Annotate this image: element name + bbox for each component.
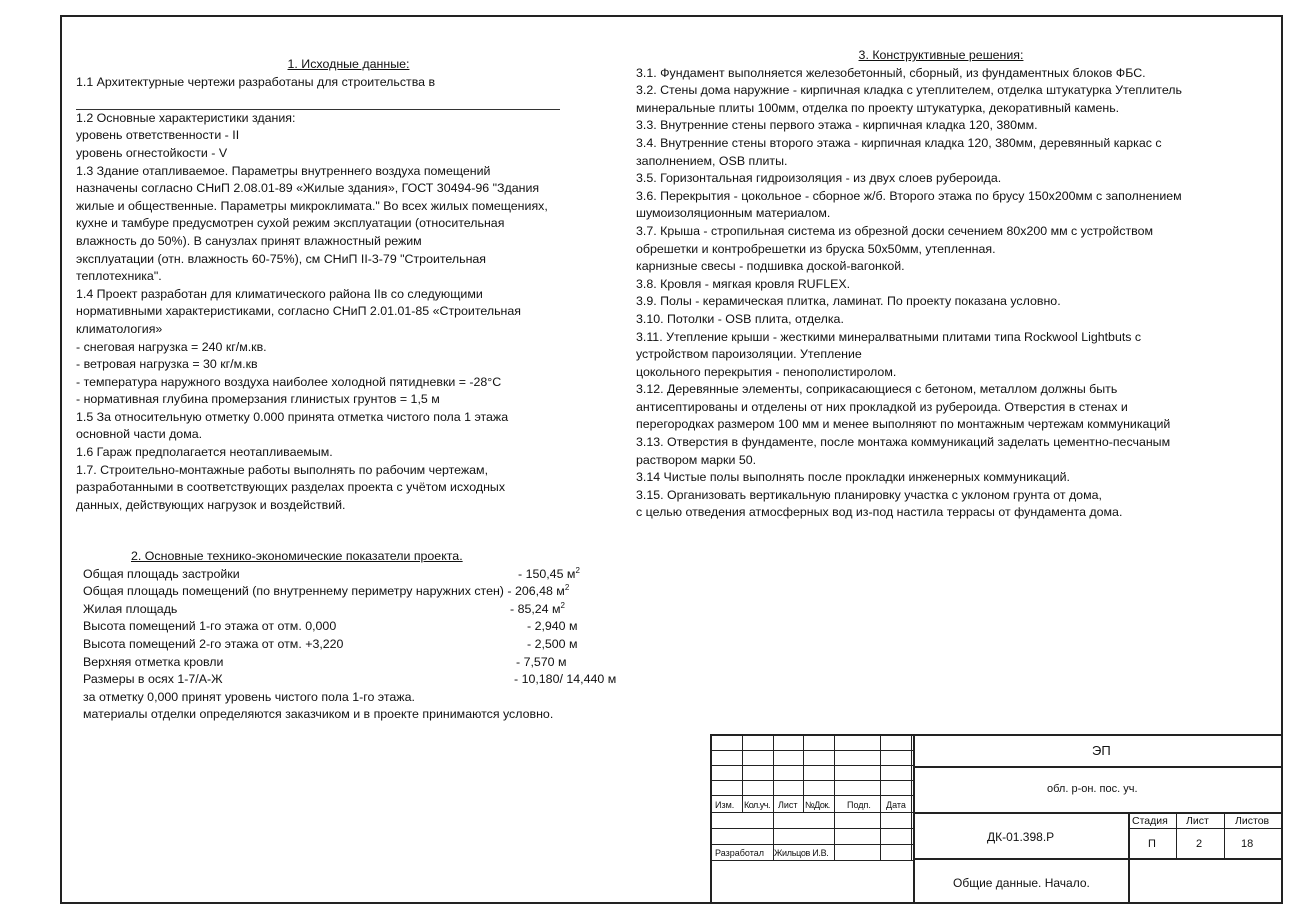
section-3-line: 3.11. Утепление крыши - жесткими минералватными плитами типа Rockwool Lightbuts с [636, 329, 1142, 344]
indicator-label: Общая площадь застройки [83, 566, 240, 581]
section-3-line: перегородках размером 100 мм и менее выполняют по монтажным чертежам коммуникаций [636, 417, 1171, 432]
col-header-date: Дата [886, 800, 906, 810]
section-1-header: 1. Исходные данные: [287, 57, 410, 71]
indicator-row [83, 636, 643, 654]
section-1-line: теплотехника". [76, 269, 162, 284]
indicator-value: - 2,940 м [527, 619, 578, 634]
section-3-line: 3.1. Фундамент выполняется железобетонный, сборный, из фундаментных блоков ФБС. [636, 65, 1146, 80]
section-structural-solutions [636, 47, 1246, 522]
indicator-value: - 150,45 $м^2$ [518, 565, 580, 581]
section-1-line: 1.2 Основные характеристики здания: [76, 110, 296, 125]
indicator-note: за отметку 0,000 принят уровень чистого пола 1-го этажа. [83, 689, 415, 704]
section-1-line: основной части дома. [76, 427, 203, 442]
developed-by-label: Разработал [715, 848, 764, 858]
project-code: ЭП [1092, 743, 1111, 758]
section-3-line: устройством пароизоляции. Утепление [636, 347, 862, 362]
section-1-line: нормативными характеристиками, согласно СНиП 2.01.01-85 «Строительная [76, 304, 521, 319]
section-3-line: антисептированы и отделены от них прокладкой из рубероида. Отверстия в стенах и [636, 399, 1128, 414]
indicator-row [83, 583, 643, 601]
section-1-line: климатология» [76, 321, 163, 336]
section-1-line: 1.4 Проект разработан для климатического района IIв со следующими [76, 286, 483, 301]
section-1-line: кухне и тамбуре предусмотрен сухой режим эксплуатации (относительная [76, 216, 505, 231]
section-3-line: 3.4. Внутренние стены второго этажа - кирпичная кладка 120, 380мм, деревянный каркас с [636, 135, 1162, 150]
title-block [710, 734, 1283, 904]
section-3-line: с целью отведения атмосферных вод из-под настила террасы от фундамента дома. [636, 505, 1123, 520]
stage-value: П [1148, 838, 1156, 850]
section-3-line: 3.10. Потолки - OSB плита, отделка. [636, 311, 844, 326]
section-3-header: 3. Конструктивные решения: [858, 48, 1024, 62]
section-3-line: обрешетки и контробрешетки из бруска 50х50мм, утепленная. [636, 241, 996, 256]
indicator-value: - 7,570 м [516, 654, 567, 669]
section-1-line: данных, действующих нагрузок и воздействий. [76, 497, 346, 512]
section-1-line: разработанными в соответствующих разделах проекта с учётом исходных [76, 480, 506, 495]
section-3-line: шумоизоляционным материалом. [636, 206, 831, 221]
section-3-line: 3.7. Крыша - стропильная система из обрезной доски сечением 80х200 мм с устройством [636, 223, 1154, 238]
section-3-line: 3.6. Перекрытия - цокольное - сборное ж/б. Второго этажа по брусу 150х200мм с заполнением [636, 188, 1182, 203]
indicator-row [83, 601, 643, 619]
section-1-line: уровень ответственности - II [76, 128, 240, 143]
section-1-line: жилые и общественные. Параметры микроклимата." Во всех жилых помещениях, [76, 198, 548, 213]
section-3-line: 3.9. Полы - керамическая плитка, ламинат. По проекту показана условно. [636, 294, 1061, 309]
col-header-signature: Подп. [847, 800, 871, 810]
section-1-line: 1.1 Архитектурные чертежи разработаны для строительства в [76, 74, 436, 89]
col-header-change: Изм. [715, 800, 735, 810]
section-3-line: раствором марки 50. [636, 452, 757, 467]
indicator-label: Общая площадь помещений (по внутреннему периметру наружних стен) - 206,48 $м^2$ [83, 583, 570, 599]
indicator-row [83, 566, 643, 584]
developer-name: Жильцов И.В. [774, 848, 829, 858]
col-header-sheet: Лист [778, 800, 798, 810]
indicator-label: Высота помещений 1-го этажа от отм. 0,000 [83, 619, 337, 634]
section-3-line: карнизные свесы - подшивка доской-вагонкой. [636, 259, 905, 274]
section-3-line: 3.8. Кровля - мягкая кровля RUFLEX. [636, 276, 851, 291]
section-3-line: 3.5. Горизонтальная гидроизоляция - из двух слоев рубероида. [636, 171, 1002, 186]
stage-label: Стадия [1132, 815, 1168, 827]
blank-fill-line [76, 91, 560, 110]
sheet-title: Общие данные. Начало. [953, 876, 1090, 890]
section-1-line: - снеговая нагрузка = 240 кг/м.кв. [76, 339, 267, 354]
document-number: ДК-01.398.Р [987, 830, 1055, 844]
indicator-value: - 10,180/ 14,440 м [514, 672, 617, 687]
section-3-line: 3.3. Внутренние стены первого этажа - кирпичная кладка 120, 380мм. [636, 118, 1038, 133]
indicator-row [83, 618, 643, 636]
section-3-line: 3.12. Деревянные элементы, соприкасающиеся с бетоном, металлом должны быть [636, 382, 1118, 397]
section-3-line: минеральные плиты 100мм, отделка по проекту штукатурка, декоративный камень. [636, 100, 1120, 115]
section-initial-data [76, 56, 621, 514]
indicator-value: - 85,24 $м^2$ [510, 600, 565, 616]
section-1-line: - нормативная глубина промерзания глинистых грунтов = 1,5 м [76, 392, 440, 407]
section-3-line: 3.2. Стены дома наружние - кирпичная кладка с утеплителем, отделка штукатурка Утеплитель [636, 83, 1182, 98]
indicator-label: Высота помещений 2-го этажа от отм. +3,220 [83, 636, 344, 651]
section-2-header: 2. Основные технико-экономические показатели проекта. [131, 549, 463, 563]
indicator-value: - 2,500 м [527, 636, 578, 651]
sheet-value: 2 [1196, 838, 1203, 850]
section-3-line: 3.15. Организовать вертикальную планировку участка с уклоном грунта от дома, [636, 487, 1102, 502]
project-location: обл. р-он. пос. уч. [1047, 783, 1138, 795]
col-header-doc: №Док. [805, 800, 830, 810]
section-1-line: - ветровая нагрузка = 30 кг/м.кв [76, 357, 258, 372]
sheets-value: 18 [1241, 838, 1254, 850]
indicator-row [83, 654, 643, 672]
indicator-label: Жилая площадь [83, 601, 178, 616]
indicator-label: Размеры в осях 1-7/А-Ж [83, 672, 223, 687]
section-1-line: 1.6 Гараж предполагается неотапливаемым. [76, 445, 333, 460]
section-1-line: 1.5 За относительную отметку 0.000 принята отметка чистого пола 1 этажа [76, 409, 509, 424]
section-3-line: 3.14 Чистые полы выполнять после прокладки инженерных коммуникаций. [636, 470, 1070, 485]
section-1-line: эксплуатации (отн. влажность 60-75%), см СНиП II-3-79 "Строительная [76, 251, 487, 266]
col-header-count: Кол.уч. [744, 800, 770, 810]
sheet-label: Лист [1186, 815, 1209, 827]
section-1-line: - температура наружного воздуха наиболее холодной пятидневки = -28°С [76, 374, 502, 389]
section-1-line: влажность до 50%). В санузлах принят влажностный режим [76, 233, 422, 248]
indicator-note: материалы отделки определяются заказчиком и в проекте принимаются условно. [83, 707, 554, 722]
section-3-line: 3.13. Отверстия в фундаменте, после монтажа коммуникаций заделать цементно-песчаным [636, 435, 1171, 450]
section-1-line: 1.3 Здание отапливаемое. Параметры внутреннего воздуха помещений [76, 163, 491, 178]
section-1-line: 1.7. Строительно-монтажные работы выполнять по рабочим чертежам, [76, 462, 489, 477]
section-3-line: заполнением, OSB плиты. [636, 153, 788, 168]
section-indicators [83, 548, 643, 724]
indicator-label: Верхняя отметка кровли [83, 654, 224, 669]
section-1-line: уровень огнестойкости - V [76, 145, 228, 160]
section-3-line: цокольного перекрытия - пенополистиролом. [636, 364, 897, 379]
indicator-row [83, 671, 643, 689]
sheets-label: Листов [1235, 815, 1270, 827]
section-1-line: назначены согласно СНиП 2.08.01-89 «Жилые здания», ГОСТ 30494-96 "Здания [76, 181, 540, 196]
